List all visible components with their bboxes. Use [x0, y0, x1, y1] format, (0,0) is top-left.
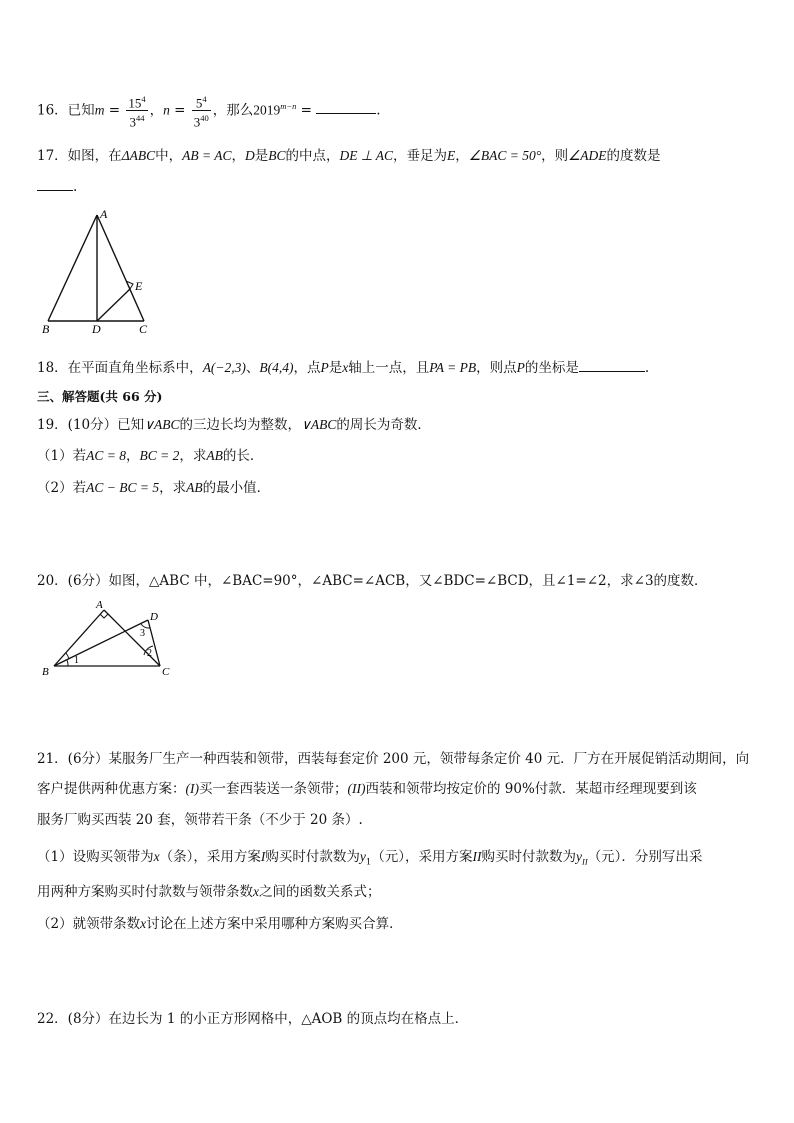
- section-heading: 三、解答题(共 66 分): [37, 389, 163, 404]
- question-21-line3: 服务厂购买西装 20 套，领带若干条（不少于 20 条）.: [37, 812, 363, 828]
- question-21-part1: （1）设购买领带为x（条），采用方案I购买时付款数为$y_1$（元），采用方案II购买时付款数为$y_{II}$（元）．分别写出采: [37, 849, 703, 868]
- question-19-part1: （1）若AC = 8，BC = 2，求AB的长．: [37, 448, 264, 464]
- figure-20-triangles: [40, 598, 180, 680]
- angle-3-label: 3: [140, 628, 145, 639]
- question-19: 19．(10分）已知∨ABC的三边长均为整数，∨ABC的周长为奇数．: [37, 417, 431, 433]
- fraction-n: $\frac{5^4}{3^{40}}$: [193, 94, 209, 130]
- question-17: 17．如图，在ΔABC中，AB = AC，D是BC的中点，DE ⊥ AC，垂足为E，∠BAC = 50°，则∠ADE的度数是: [37, 148, 661, 164]
- question-21-part2: （2）就领带条数x讨论在上述方案中采用哪种方案购买合算．: [37, 916, 403, 932]
- angle-1-label: 1: [74, 655, 79, 666]
- question-21-line1: 21．(6分）某服务厂生产一种西装和领带，西装每套定价 200 元，领带每条定价 40 元．厂方在开展促销活动期间，向: [37, 751, 750, 767]
- label-A: A: [96, 599, 103, 611]
- question-20: 20．(6分）如图，△ABC 中，∠BAC=90°，∠ABC=∠ACB，又∠BDC=∠BCD，且∠1=∠2，求∠3的度数．: [37, 573, 708, 589]
- question-18: 18．在平面直角坐标系中，A(−2,3)、B(4,4)，点P是x轴上一点，且PA = PB，则点P的坐标是 .: [37, 360, 650, 376]
- label-A: A: [100, 207, 108, 221]
- label-E: E: [135, 279, 143, 293]
- label-B: B: [42, 322, 50, 336]
- label-B: B: [42, 666, 49, 678]
- question-17-line2: .: [37, 178, 77, 196]
- figure-17-triangle: [40, 205, 160, 337]
- label-C: C: [139, 322, 148, 336]
- question-21-part1-line2: 用两种方案购买时付款数与领带条数x之间的函数关系式；: [37, 884, 381, 900]
- angle-2-label: 2: [147, 648, 152, 659]
- answer-blank-18[interactable]: [579, 359, 645, 372]
- question-22: 22．(8分）在边长为 1 的小正方形网格中，△AOB 的顶点均在格点上．: [37, 1011, 469, 1027]
- answer-blank-16[interactable]: [316, 101, 376, 114]
- answer-blank-17[interactable]: [37, 178, 73, 191]
- label-D: D: [92, 322, 101, 336]
- question-16: 16．已知m = $\frac{15^4}{3^{44}}$ ，n = $\frac{5^4}{3^{40}}$ ，那么$2019^{m-n}$ = .: [37, 94, 381, 130]
- question-21-line2: 客户提供两种优惠方案：(I)买一套西装送一条领带；(II)西装和领带均按定价的 90%付款．某超市经理现要到该: [37, 781, 697, 797]
- label-D: D: [150, 611, 158, 623]
- label-C: C: [162, 666, 170, 678]
- fraction-m: $\frac{15^4}{3^{44}}$: [128, 94, 146, 130]
- question-19-part2: （2）若AC − BC = 5，求AB的最小值．: [37, 480, 271, 496]
